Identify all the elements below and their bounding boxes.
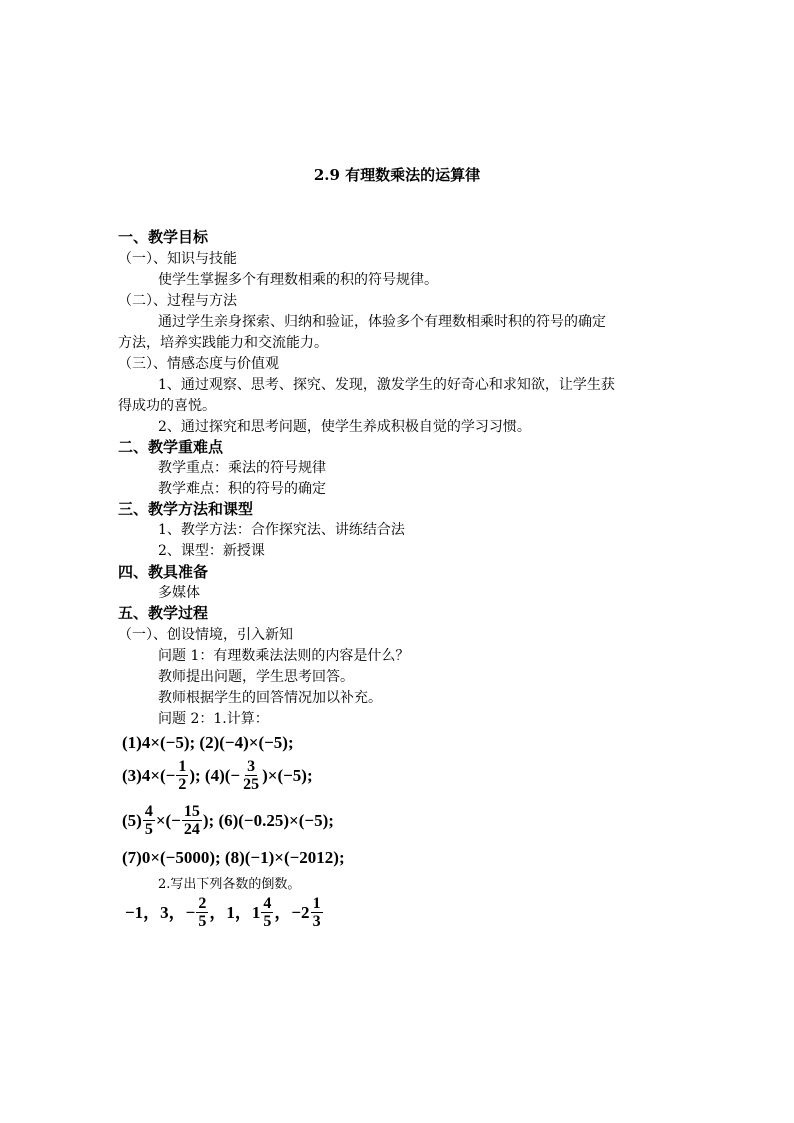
fraction-denominator: 5	[198, 913, 207, 930]
fraction-denominator: 5	[144, 821, 153, 838]
fraction	[143, 803, 155, 838]
math-text: (3)4×(−	[122, 765, 176, 785]
fraction-denominator: 24	[183, 821, 200, 838]
math-text: ); (6)(−0.25)×(−5);	[202, 810, 334, 830]
math-text: ); (4)(−	[189, 765, 241, 785]
paragraph: 2、通过探究和思考问题，使学生养成积极自觉的学习习惯。	[158, 419, 531, 435]
section-heading-3: 三、教学方法和课型	[118, 500, 254, 518]
fraction-numerator: 15	[183, 803, 200, 820]
fraction-numerator: 3	[247, 758, 256, 775]
subsection-heading: （一）、创设情境，引入新知	[118, 627, 293, 643]
paragraph: 教学重点：乘法的符号规律	[158, 460, 326, 476]
section-heading-5: 五、教学过程	[118, 604, 209, 622]
math-text: ，−2	[274, 902, 310, 922]
subsection-heading: （三）、情感态度与价值观	[118, 356, 279, 372]
fraction-numerator: 4	[263, 895, 272, 912]
paragraph: 问题 1：有理数乘法法则的内容是什么？	[158, 648, 410, 664]
math-text: ，1，1	[209, 902, 261, 922]
fraction	[176, 758, 188, 793]
paragraph: 得成功的喜悦。	[118, 398, 216, 414]
paragraph: 通过学生亲身探索、归纳和验证，体验多个有理数相乘时积的符号的确定	[158, 314, 606, 330]
fraction-denominator: 3	[312, 913, 321, 930]
math-text: )×(−5);	[262, 765, 313, 785]
subsection-heading: （二）、过程与方法	[118, 293, 237, 309]
paragraph: 方法，培养实践能力和交流能力。	[118, 335, 328, 351]
math-expression-line-3	[122, 803, 334, 838]
fraction	[261, 895, 273, 930]
math-text: (1)4×(−5); (2)(−4)×(−5);	[122, 733, 294, 752]
paragraph: 教师根据学生的回答情况加以补充。	[158, 690, 382, 706]
paragraph: 1、教学方法：合作探究法、讲练结合法	[158, 522, 405, 538]
fraction-numerator: 1	[178, 758, 187, 775]
math-expression-line-1	[122, 733, 294, 753]
math-text: −1，3，−	[125, 902, 196, 922]
fraction	[182, 803, 202, 838]
paragraph: 2、课型：新授课	[158, 543, 265, 559]
paragraph: 教师提出问题，学生思考回答。	[158, 669, 354, 685]
paragraph: 问题 2：1.计算：	[158, 711, 269, 727]
fraction-denominator: 5	[263, 913, 272, 930]
fraction-numerator: 4	[144, 803, 153, 820]
fraction	[241, 758, 261, 793]
fraction-denominator: 25	[243, 776, 260, 793]
fraction-numerator: 2	[198, 895, 207, 912]
fraction-numerator: 1	[312, 895, 321, 912]
section-heading-1: 一、教学目标	[118, 228, 209, 246]
subsection-heading: （一）、知识与技能	[118, 251, 237, 267]
paragraph: 使学生掌握多个有理数相乘的积的符号规律。	[158, 272, 438, 288]
paragraph: 1、通过观察、思考、探究、发现，激发学生的好奇心和求知欲，让学生获	[158, 377, 615, 393]
section-heading-2: 二、教学重难点	[118, 438, 224, 456]
math-expression-line-5	[125, 895, 324, 930]
paragraph: 教学难点：积的符号的确定	[158, 481, 326, 497]
math-expression-line-4	[122, 848, 345, 868]
paragraph: 2.写出下列各数的倒数。	[158, 877, 301, 892]
fraction	[311, 895, 323, 930]
section-heading-4: 四、教具准备	[118, 563, 209, 581]
math-text: (7)0×(−5000); (8)(−1)×(−2012);	[122, 848, 345, 867]
page-title: 2.9 有理数乘法的运算律	[313, 166, 481, 184]
fraction	[196, 895, 208, 930]
fraction-denominator: 2	[178, 776, 187, 793]
math-expression-line-2	[122, 758, 313, 793]
math-text: ×(−	[155, 810, 181, 830]
paragraph: 多媒体	[158, 585, 200, 601]
math-text: (5)	[122, 810, 142, 830]
